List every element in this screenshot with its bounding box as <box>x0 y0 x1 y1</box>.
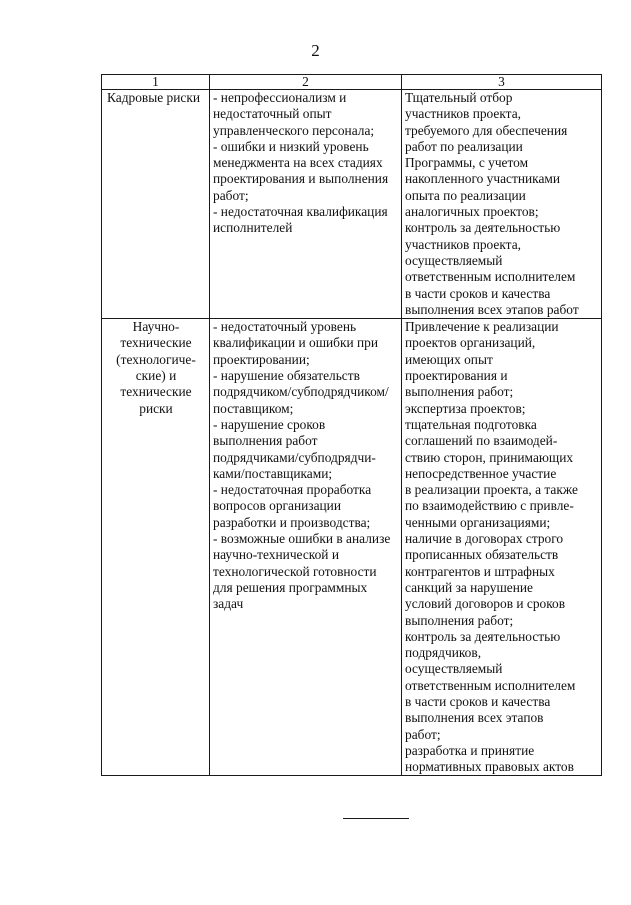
cell-text-line: разработки и производства; <box>213 514 371 530</box>
risk-category-cell <box>102 90 210 319</box>
cell-text-line: участников проекта, <box>405 106 521 122</box>
cell-text-line: в части сроков и качества <box>405 285 551 301</box>
cell-text-line: (технологиче- <box>116 351 196 367</box>
cell-text-line: выполнения работ; <box>405 384 514 400</box>
cell-text-line: технические <box>120 335 192 351</box>
cell-text-line: Привлечение к реализации <box>405 319 559 335</box>
cell-text-line: имеющих опыт <box>405 351 493 367</box>
cell-text-line: в части сроков и качества <box>405 693 551 709</box>
cell-text-line: для решения программных <box>213 579 368 595</box>
table-row <box>102 319 602 776</box>
cell-text-line: в реализации проекта, а также <box>405 482 578 498</box>
cell-text-line: выполнения всех этапов работ <box>405 301 579 317</box>
cell-text-line: - нарушение обязательств <box>213 368 360 384</box>
cell-text-line: Тщательный отбор <box>405 90 513 105</box>
cell-text-line: ответственным исполнителем <box>405 677 576 693</box>
cell-text-line: менеджмента на всех стадиях <box>213 155 383 171</box>
cell-text-line: непосредственное участие <box>405 465 557 481</box>
column-header-2: 2 <box>210 75 402 90</box>
cell-text-line: - ошибки и низкий уровень <box>213 138 369 154</box>
cell-text-line: технические <box>120 384 192 400</box>
mitigation-measures-cell <box>402 319 602 776</box>
cell-text-line: тщательная подготовка <box>405 416 537 432</box>
cell-text-line: аналогичных проектов; <box>405 204 539 220</box>
cell-text-line: работ; <box>405 726 441 742</box>
page-number: 2 <box>311 41 320 60</box>
cell-text-line: контроль за деятельностью <box>405 220 561 236</box>
cell-text-line: ствию сторон, принимающих <box>405 449 574 465</box>
cell-text-line: - возможные ошибки в анализе <box>213 531 391 547</box>
cell-text-line: выполнения работ; <box>405 612 514 628</box>
column-header-1: 1 <box>102 75 210 90</box>
cell-text-line: ответственным исполнителем <box>405 269 576 285</box>
cell-text-line: подрядчиками/субподрядчи- <box>213 449 376 465</box>
cell-text-line: - недостаточная квалификация <box>213 204 388 220</box>
cell-text-line: вопросов организации <box>213 498 342 514</box>
cell-text-line: проектировании; <box>213 351 310 367</box>
cell-text-line: риски <box>139 400 173 416</box>
cell-text-line: Научно- <box>132 319 180 335</box>
table-row <box>102 90 602 319</box>
cell-text-line: опыта по реализации <box>405 187 526 203</box>
cell-text-line: выполнения всех этапов <box>405 710 544 726</box>
cell-text-line: контроль за деятельностью <box>405 628 561 644</box>
table-body <box>102 90 602 776</box>
cell-text-line: недостаточный опыт <box>213 106 332 122</box>
cell-text-line: осуществляемый <box>405 252 503 268</box>
cell-text-line: нормативных правовых актов <box>405 759 574 775</box>
cell-text-line: ченными организациями; <box>405 514 551 530</box>
cell-text-line: условий договоров и сроков <box>405 596 566 612</box>
cell-text-line: санкций за нарушение <box>405 579 534 595</box>
cell-text-line: соглашений по взаимодей- <box>405 433 558 449</box>
cell-text-line: подрядчиков, <box>405 645 482 661</box>
table-header-row <box>102 75 602 90</box>
cell-text-line: - недостаточная проработка <box>213 482 372 498</box>
cell-text-line: работ; <box>213 187 249 203</box>
cell-text-line: выполнения работ <box>213 433 318 449</box>
risk-description-cell <box>210 90 402 319</box>
column-header-3: 3 <box>402 75 602 90</box>
cell-text-line: работ по реализации <box>405 138 523 154</box>
cell-text-line: ками/поставщиками; <box>213 465 333 481</box>
risk-table <box>101 74 602 776</box>
footer-rule <box>343 818 409 819</box>
cell-text-line: - недостаточный уровень <box>213 319 357 335</box>
cell-text-line: участников проекта, <box>405 236 521 252</box>
cell-text-line: контрагентов и штрафных <box>405 563 555 579</box>
cell-text-line: требуемого для обеспечения <box>405 122 568 138</box>
cell-text-line: экспертиза проектов; <box>405 400 526 416</box>
risk-description-cell <box>210 319 402 776</box>
cell-text-line: проектов организаций, <box>405 335 536 351</box>
cell-text-line: осуществляемый <box>405 661 503 677</box>
cell-text-line: Кадровые риски <box>107 90 200 105</box>
cell-text-line: поставщиком; <box>213 400 294 416</box>
cell-text-line: разработка и принятие <box>405 742 535 758</box>
cell-text-line: проектирования и <box>405 368 508 384</box>
cell-text-line: - нарушение сроков <box>213 416 326 432</box>
cell-text-line: - непрофессионализм и <box>213 90 347 105</box>
cell-text-line: ские) и <box>135 368 177 384</box>
cell-text-line: наличие в договорах строго <box>405 531 564 547</box>
cell-text-line: накопленного участниками <box>405 171 561 187</box>
risk-category-cell <box>102 319 210 776</box>
mitigation-measures-cell <box>402 90 602 319</box>
cell-text-line: прописанных обязательств <box>405 547 559 563</box>
cell-text-line: технологической готовности <box>213 563 377 579</box>
cell-text-line: научно-технической и <box>213 547 339 563</box>
cell-text-line: по взаимодействию с привле- <box>405 498 574 514</box>
cell-text-line: квалификации и ошибки при <box>213 335 379 351</box>
cell-text-line: Программы, с учетом <box>405 155 529 171</box>
cell-text-line: подрядчиком/субподрядчиком/ <box>213 384 389 400</box>
cell-text-line: исполнителей <box>213 220 293 236</box>
cell-text-line: проектирования и выполнения <box>213 171 389 187</box>
cell-text-line: задач <box>213 596 244 612</box>
cell-text-line: управленческого персонала; <box>213 122 375 138</box>
